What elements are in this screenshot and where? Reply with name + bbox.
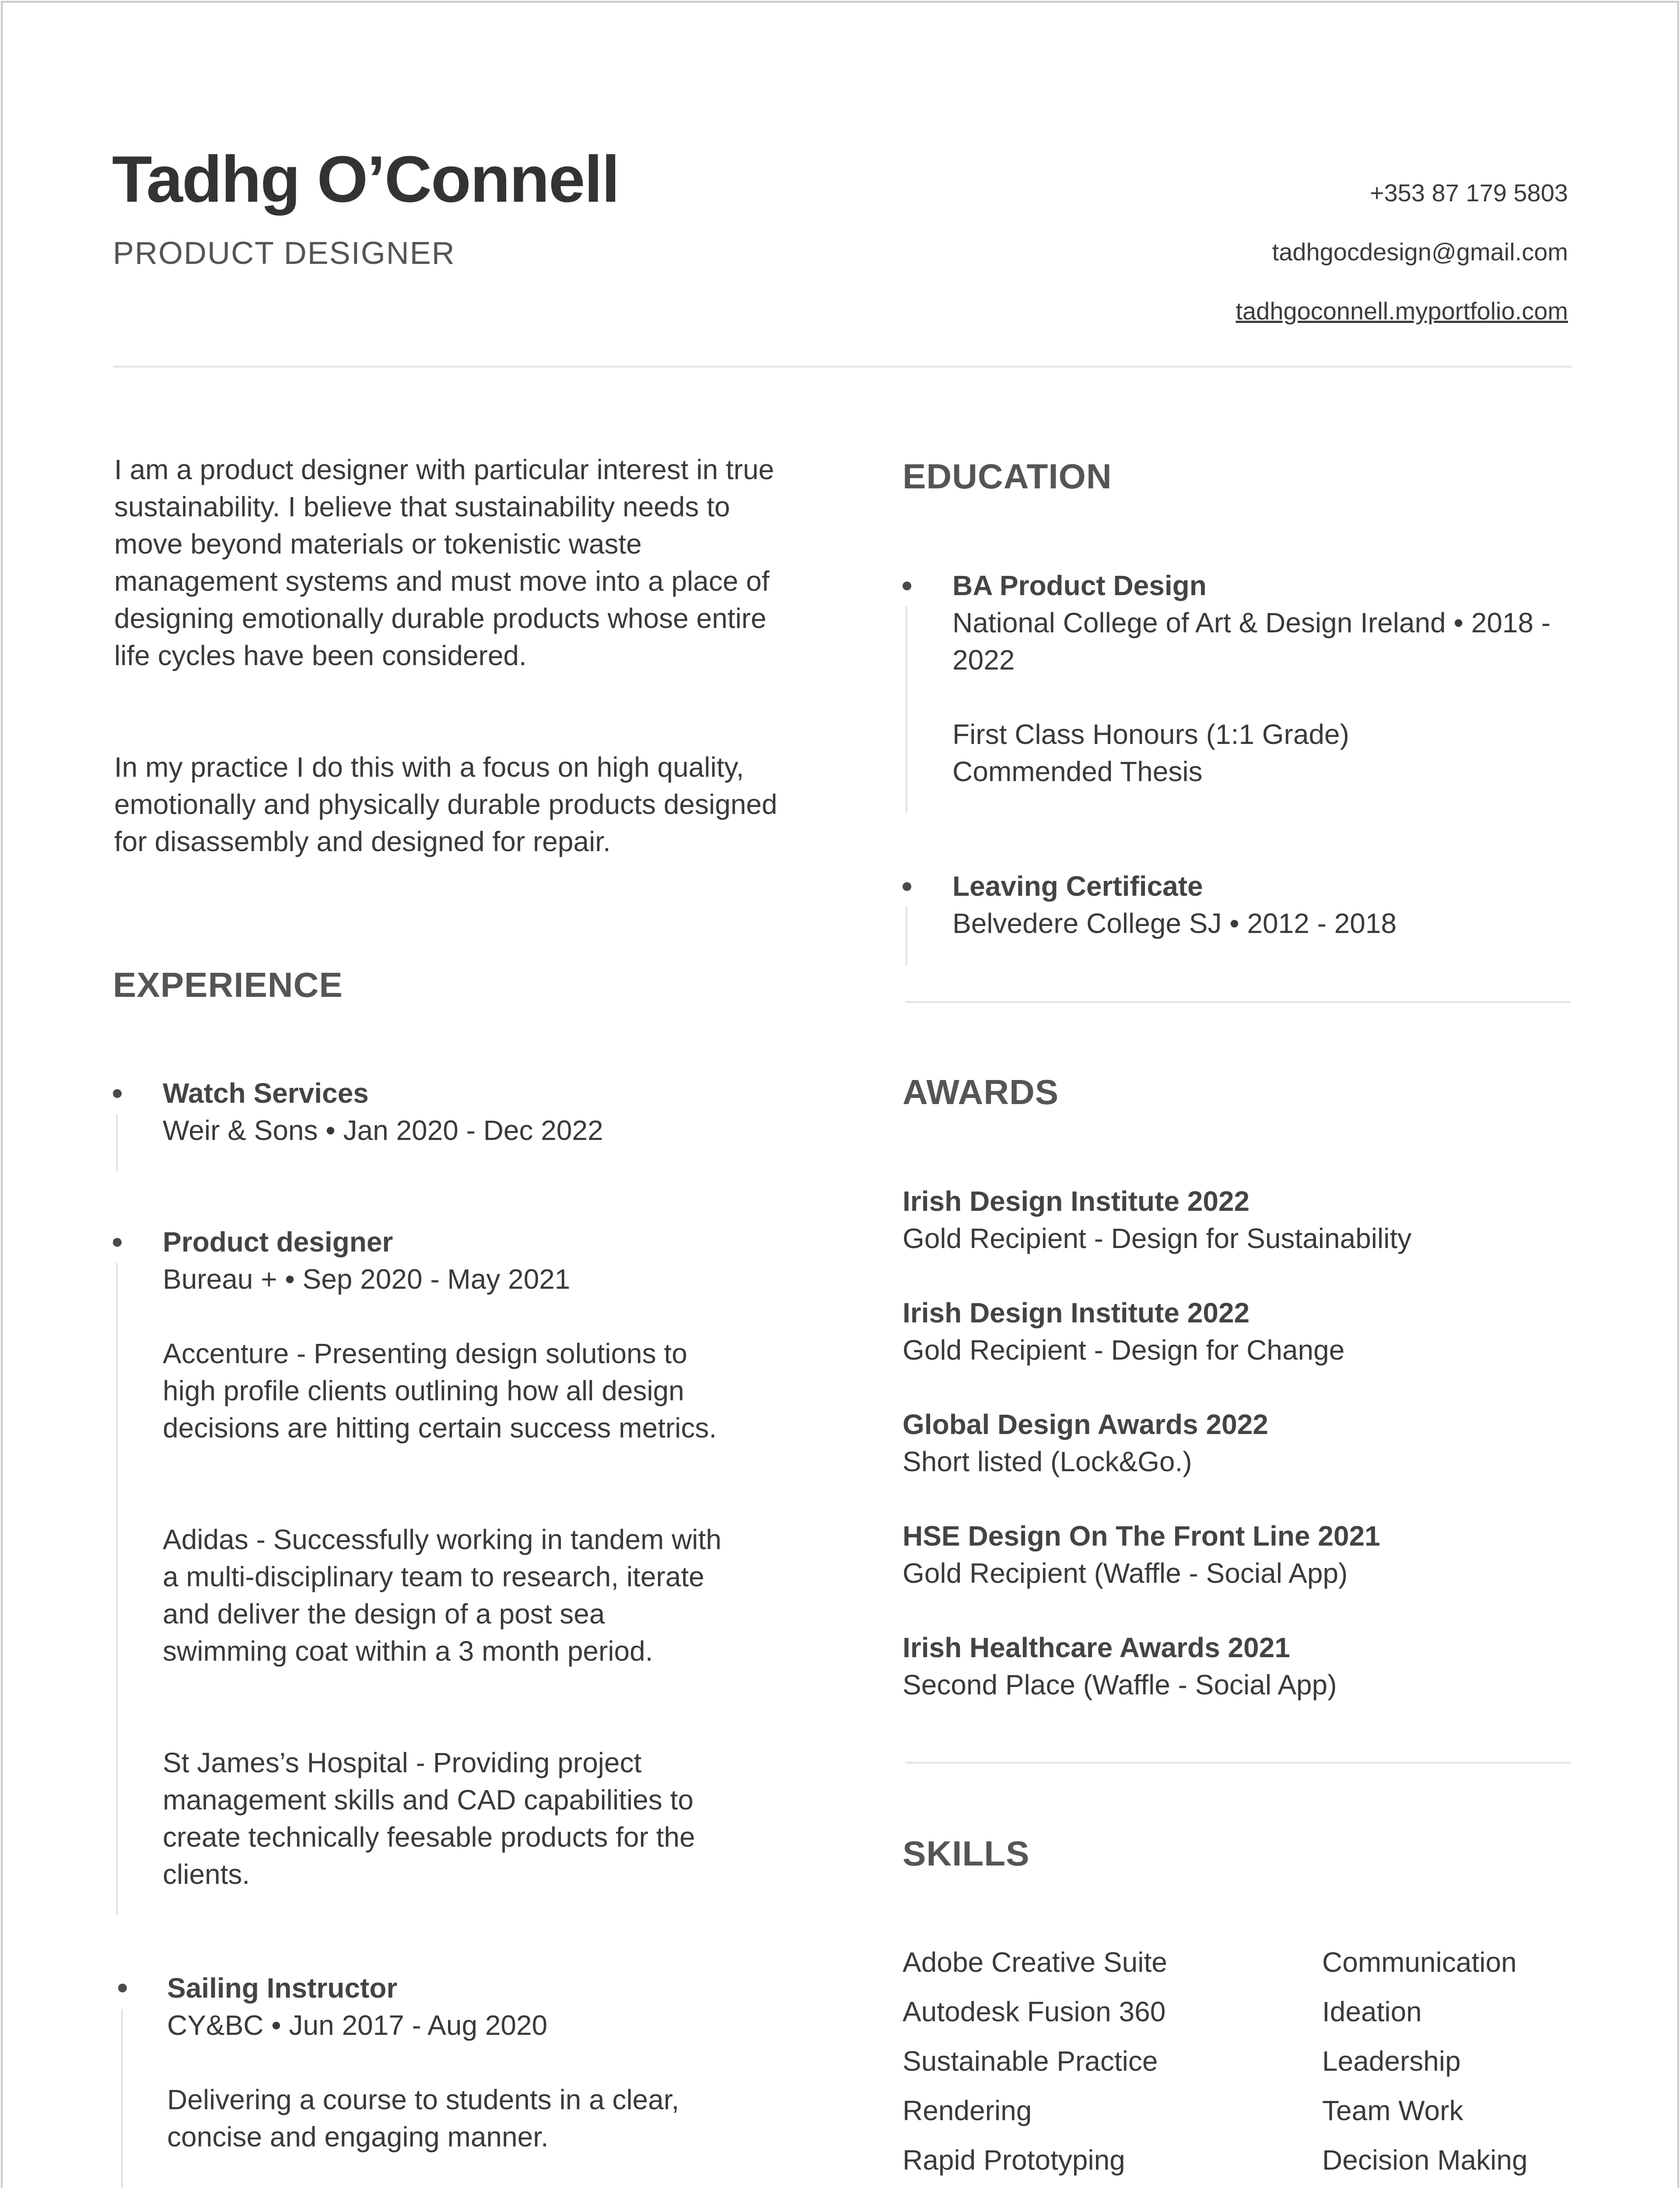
education-meta: National College of Art & Design Ireland • 2018 - 2022 (952, 607, 1551, 676)
skill-item: Rapid Prototyping (903, 2144, 1125, 2176)
timeline-line (116, 1114, 118, 1171)
award-description: Gold Recipient (Waffle - Social App) (903, 1557, 1348, 1589)
timeline-line (116, 1263, 118, 1915)
skill-item: Decision Making (1322, 2144, 1528, 2176)
experience-heading: EXPERIENCE (113, 965, 343, 1004)
phone-number: +353 87 179 5803 (1369, 179, 1568, 207)
experience-title: Sailing Instructor (167, 1972, 398, 2004)
education-title: BA Product Design (952, 570, 1207, 601)
timeline-line (906, 906, 907, 965)
timeline-line (121, 2009, 123, 2188)
award-description: Second Place (Waffle - Social App) (903, 1669, 1337, 1701)
skill-item: Communication (1322, 1946, 1517, 1978)
education-meta: Belvedere College SJ • 2012 - 2018 (952, 908, 1397, 939)
timeline-line (906, 607, 907, 812)
award-description: Gold Recipient - Design for Change (903, 1334, 1345, 1366)
email-address: tadhgocdesign@gmail.com (1272, 238, 1568, 266)
award-title: Irish Healthcare Awards 2021 (903, 1632, 1290, 1663)
skills-column-2 (1322, 1938, 1543, 2188)
bullet-icon (118, 1984, 127, 1992)
skill-item: Ideation (1322, 1996, 1422, 2027)
profile-paragraph-1: I am a product designer with particular interest in true sustainability. I believe that sustainability needs to move beyond materials or tokenistic waste management systems and must move into a place of designing emotionally durable products whose entire life cycles have been considered. (114, 454, 774, 671)
section-divider (906, 1762, 1571, 1764)
bullet-icon (113, 1089, 122, 1098)
awards-heading: AWARDS (903, 1073, 1059, 1112)
experience-meta: Bureau + • Sep 2020 - May 2021 (163, 1263, 570, 1295)
education-detail: First Class Honours (1:1 Grade) Commended Thesis (952, 719, 1349, 787)
experience-detail: Adidas - Successfully working in tandem with a multi-disciplinary team to research, iterate and deliver the design of a post sea swimming coat within a 3 month period. (163, 1524, 721, 1667)
experience-detail: Accenture - Presenting design solutions to high profile clients outlining how all design decisions are hitting certain success metrics. (163, 1338, 717, 1444)
skill-item: Sustainable Practice (903, 2045, 1158, 2077)
skill-item (903, 2185, 1167, 2188)
skills-heading: SKILLS (903, 1834, 1030, 1873)
education-title: Leaving Certificate (952, 870, 1203, 902)
profile-paragraph-2: In my practice I do this with a focus on high quality, emotionally and physically durable products designed for disassembly and designed for repair. (114, 751, 777, 857)
candidate-name: Tadhg O’Connell (112, 142, 619, 216)
award-title: HSE Design On The Front Line 2021 (903, 1520, 1380, 1552)
award-title: Irish Design Institute 2022 (903, 1297, 1250, 1329)
header-divider (113, 366, 1572, 368)
experience-meta: CY&BC • Jun 2017 - Aug 2020 (167, 2009, 548, 2041)
experience-detail: St James’s Hospital - Providing project management skills and CAD capabilities to create technically feesable products for the clients. (163, 1747, 695, 1890)
resume-page (1, 1, 1679, 2188)
section-divider (906, 1001, 1571, 1003)
award-description: Gold Recipient - Design for Sustainability (903, 1223, 1412, 1254)
bullet-icon (903, 882, 911, 891)
experience-title: Product designer (163, 1226, 393, 1258)
skill-item (1322, 2185, 1543, 2188)
skill-item: Team Work (1322, 2095, 1463, 2126)
award-title: Irish Design Institute 2022 (903, 1185, 1250, 1217)
award-description: Short listed (Lock&Go.) (903, 1446, 1192, 1477)
portfolio-link[interactable]: tadhgoconnell.myportfolio.com (1236, 297, 1568, 325)
bullet-icon (903, 582, 911, 590)
experience-meta: Weir & Sons • Jan 2020 - Dec 2022 (163, 1115, 603, 1146)
education-heading: EDUCATION (903, 457, 1112, 496)
skills-column-1 (903, 1938, 1167, 2188)
candidate-role: PRODUCT DESIGNER (113, 236, 455, 271)
award-title: Global Design Awards 2022 (903, 1409, 1268, 1440)
skill-item: Leadership (1322, 2045, 1461, 2077)
experience-title: Watch Services (163, 1077, 369, 1109)
skill-item: Autodesk Fusion 360 (903, 1996, 1166, 2027)
bullet-icon (113, 1238, 122, 1247)
skill-item: Rendering (903, 2095, 1032, 2126)
skill-item: Adobe Creative Suite (903, 1946, 1167, 1978)
experience-detail: Delivering a course to students in a clear, concise and engaging manner. (167, 2084, 679, 2153)
